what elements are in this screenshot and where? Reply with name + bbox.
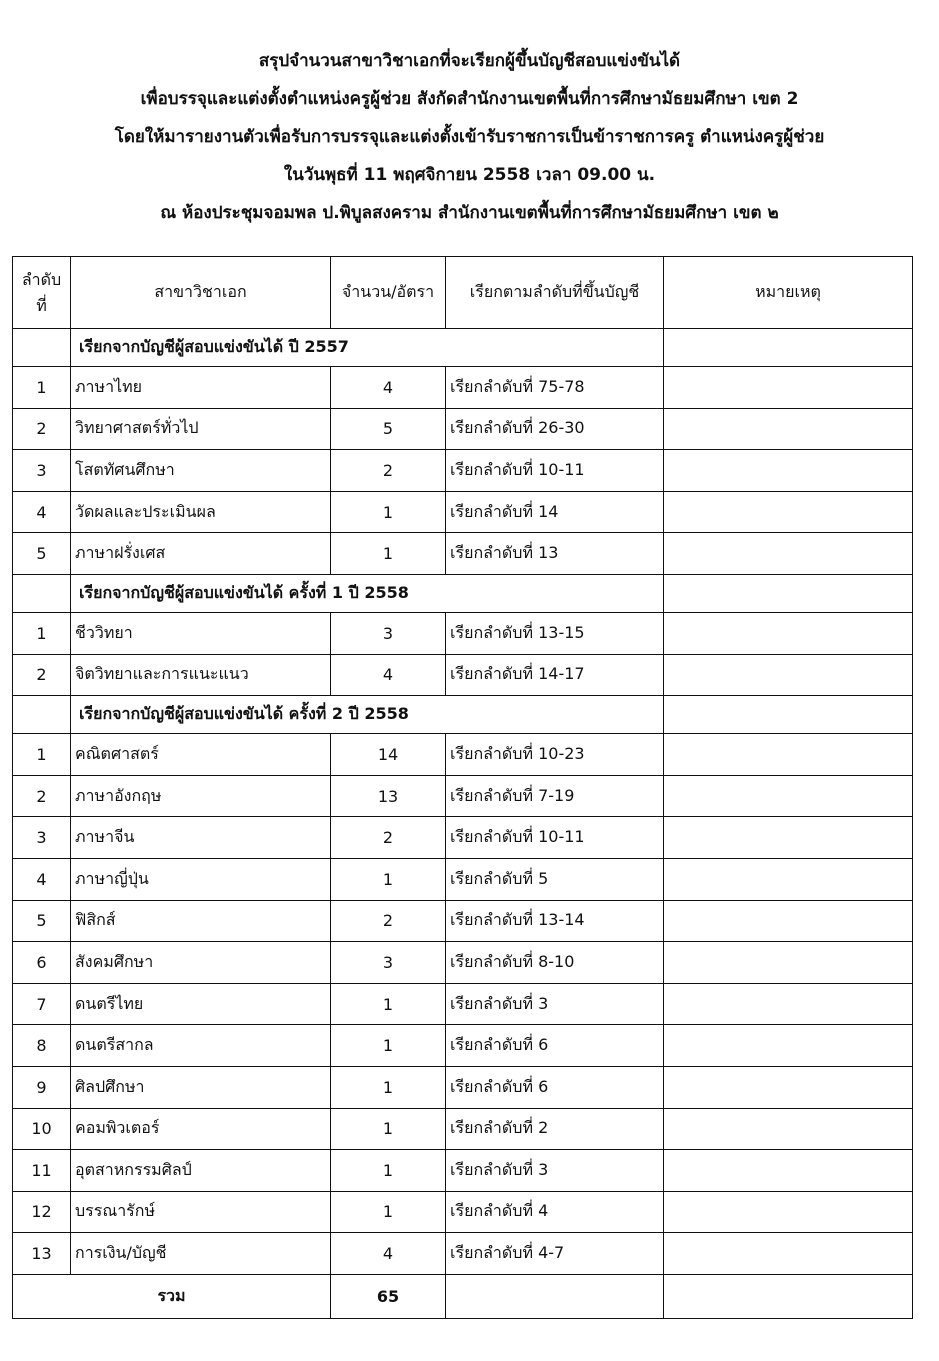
row-count-cell: 2 (331, 900, 446, 942)
row-no-cell: 3 (13, 817, 71, 859)
row-count-cell: 4 (331, 1233, 446, 1275)
row-count-cell: 4 (331, 654, 446, 696)
row-remark-cell (664, 1025, 913, 1067)
table-row (13, 858, 913, 900)
row-subject-cell: ภาษาฝรั่งเศส (71, 533, 331, 575)
table-row (13, 533, 913, 575)
row-subject-cell: ภาษาจีน (71, 817, 331, 859)
subject-call-table (12, 256, 913, 1319)
group-header-row (13, 329, 913, 367)
row-count-cell: 1 (331, 1066, 446, 1108)
row-no-cell: 2 (13, 654, 71, 696)
row-order-cell: เรียกลำดับที่ 8-10 (446, 942, 664, 984)
document-header (0, 42, 939, 232)
row-no-cell: 10 (13, 1108, 71, 1150)
row-no-cell: 12 (13, 1191, 71, 1233)
row-no-cell: 13 (13, 1233, 71, 1275)
row-remark-cell (664, 734, 913, 776)
row-subject-cell: การเงิน/บัญชี (71, 1233, 331, 1275)
row-subject-cell: ศิลปศึกษา (71, 1066, 331, 1108)
row-order-cell: เรียกลำดับที่ 6 (446, 1066, 664, 1108)
row-order-cell: เรียกลำดับที่ 13-15 (446, 612, 664, 654)
row-remark-cell (664, 612, 913, 654)
row-subject-cell: วัดผลและประเมินผล (71, 491, 331, 533)
row-subject-cell: ภาษาไทย (71, 367, 331, 409)
row-count-cell: 1 (331, 491, 446, 533)
row-remark-cell (664, 817, 913, 859)
row-count-cell: 1 (331, 533, 446, 575)
row-subject-cell: วิทยาศาสตร์ทั่วไป (71, 408, 331, 450)
row-subject-cell: บรรณารักษ์ (71, 1191, 331, 1233)
total-value: 65 (331, 1274, 446, 1318)
row-order-cell: เรียกลำดับที่ 10-23 (446, 734, 664, 776)
row-remark-cell (664, 533, 913, 575)
row-count-cell: 1 (331, 858, 446, 900)
document-title: สรุปจำนวนสาขาวิชาเอกที่จะเรียกผู้ขึ้นบัญชีสอบแข่งขันได้ (258, 51, 681, 71)
row-no-cell: 1 (13, 367, 71, 409)
row-remark-cell (664, 942, 913, 984)
row-no-cell: 1 (13, 612, 71, 654)
row-no-cell: 5 (13, 533, 71, 575)
row-order-cell: เรียกลำดับที่ 4 (446, 1191, 664, 1233)
row-count-cell: 1 (331, 1191, 446, 1233)
row-no-cell: 2 (13, 408, 71, 450)
column-header-order: เรียกตามลำดับที่ขึ้นบัญชี (446, 257, 664, 329)
row-no-cell: 8 (13, 1025, 71, 1067)
row-order-cell: เรียกลำดับที่ 26-30 (446, 408, 664, 450)
table-row (13, 1191, 913, 1233)
row-order-cell: เรียกลำดับที่ 7-19 (446, 775, 664, 817)
row-count-cell: 13 (331, 775, 446, 817)
table-row (13, 367, 913, 409)
row-count-cell: 1 (331, 1150, 446, 1192)
report-datetime: ในวันพุธที่ 11 พฤศจิกายน 2558 เวลา 09.00 น. (283, 165, 656, 185)
row-count-cell: 3 (331, 942, 446, 984)
table-body (13, 329, 913, 1275)
row-no-cell: 9 (13, 1066, 71, 1108)
group-remark-empty (664, 329, 913, 367)
row-subject-cell: คณิตศาสตร์ (71, 734, 331, 776)
table-row (13, 450, 913, 492)
row-no-cell: 3 (13, 450, 71, 492)
column-header-no-line1: ลำดับ (21, 269, 62, 289)
row-no-cell: 7 (13, 983, 71, 1025)
row-count-cell: 5 (331, 408, 446, 450)
row-remark-cell (664, 1150, 913, 1192)
row-remark-cell (664, 775, 913, 817)
row-subject-cell: จิตวิทยาและการแนะแนว (71, 654, 331, 696)
group-title: เรียกจากบัญชีผู้สอบแข่งขันได้ ครั้งที่ 1 ปี 2558 (71, 574, 664, 612)
table-row (13, 408, 913, 450)
total-remark-empty (664, 1274, 913, 1318)
group-header-row (13, 696, 913, 734)
row-order-cell: เรียกลำดับที่ 10-11 (446, 817, 664, 859)
row-order-cell: เรียกลำดับที่ 5 (446, 858, 664, 900)
row-count-cell: 4 (331, 367, 446, 409)
total-label: รวม (13, 1274, 331, 1318)
row-order-cell: เรียกลำดับที่ 10-11 (446, 450, 664, 492)
row-subject-cell: ฟิสิกส์ (71, 900, 331, 942)
row-order-cell: เรียกลำดับที่ 75-78 (446, 367, 664, 409)
row-subject-cell: ภาษาอังกฤษ (71, 775, 331, 817)
row-no-cell: 4 (13, 858, 71, 900)
table-row (13, 775, 913, 817)
row-remark-cell (664, 900, 913, 942)
column-header-count: จำนวน/อัตรา (331, 257, 446, 329)
row-subject-cell: ดนตรีไทย (71, 983, 331, 1025)
row-count-cell: 1 (331, 983, 446, 1025)
row-no-cell: 4 (13, 491, 71, 533)
row-order-cell: เรียกลำดับที่ 2 (446, 1108, 664, 1150)
row-remark-cell (664, 491, 913, 533)
total-order-empty (446, 1274, 664, 1318)
row-remark-cell (664, 1233, 913, 1275)
row-order-cell: เรียกลำดับที่ 14-17 (446, 654, 664, 696)
row-remark-cell (664, 1066, 913, 1108)
table-row (13, 654, 913, 696)
row-remark-cell (664, 983, 913, 1025)
row-count-cell: 2 (331, 817, 446, 859)
row-subject-cell: ดนตรีสากล (71, 1025, 331, 1067)
row-no-cell: 6 (13, 942, 71, 984)
row-order-cell: เรียกลำดับที่ 3 (446, 1150, 664, 1192)
row-count-cell: 1 (331, 1025, 446, 1067)
group-no-empty (13, 574, 71, 612)
group-title: เรียกจากบัญชีผู้สอบแข่งขันได้ ครั้งที่ 2 ปี 2558 (71, 696, 664, 734)
row-order-cell: เรียกลำดับที่ 3 (446, 983, 664, 1025)
table-row (13, 491, 913, 533)
table-row (13, 900, 913, 942)
column-header-remark: หมายเหตุ (664, 257, 913, 329)
table-row (13, 1066, 913, 1108)
row-remark-cell (664, 654, 913, 696)
group-title: เรียกจากบัญชีผู้สอบแข่งขันได้ ปี 2557 (71, 329, 664, 367)
report-venue: ณ ห้องประชุมจอมพล ป.พิบูลสงคราม สำนักงานเขตพื้นที่การศึกษามัธยมศึกษา เขต ๒ (160, 203, 779, 223)
row-subject-cell: ภาษาญี่ปุ่น (71, 858, 331, 900)
row-remark-cell (664, 408, 913, 450)
group-remark-empty (664, 696, 913, 734)
table-row (13, 942, 913, 984)
document-subtitle: เพื่อบรรจุและแต่งตั้งตำแหน่งครูผู้ช่วย สังกัดสำนักงานเขตพื้นที่การศึกษามัธยมศึกษา เขต 2 (140, 89, 799, 109)
table-row (13, 1025, 913, 1067)
table-row (13, 1150, 913, 1192)
table-header-row (13, 257, 913, 329)
row-subject-cell: คอมพิวเตอร์ (71, 1108, 331, 1150)
row-no-cell: 1 (13, 734, 71, 776)
row-remark-cell (664, 367, 913, 409)
report-instruction: โดยให้มารายงานตัวเพื่อรับการบรรจุและแต่งตั้งเข้ารับราชการเป็นข้าราชการครู ตำแหน่งครูผู้ช่วย (114, 127, 825, 147)
group-remark-empty (664, 574, 913, 612)
group-header-row (13, 574, 913, 612)
row-subject-cell: ชีววิทยา (71, 612, 331, 654)
column-header-subject: สาขาวิชาเอก (71, 257, 331, 329)
total-row (13, 1274, 913, 1318)
group-no-empty (13, 329, 71, 367)
row-subject-cell: สังคมศึกษา (71, 942, 331, 984)
column-header-no-line2: ที่ (36, 295, 47, 315)
table-row (13, 612, 913, 654)
column-header-no (13, 257, 71, 329)
row-order-cell: เรียกลำดับที่ 13-14 (446, 900, 664, 942)
row-remark-cell (664, 1108, 913, 1150)
row-order-cell: เรียกลำดับที่ 6 (446, 1025, 664, 1067)
row-subject-cell: โสตทัศนศึกษา (71, 450, 331, 492)
row-remark-cell (664, 858, 913, 900)
row-count-cell: 3 (331, 612, 446, 654)
group-no-empty (13, 696, 71, 734)
table-row (13, 1233, 913, 1275)
row-remark-cell (664, 450, 913, 492)
row-no-cell: 5 (13, 900, 71, 942)
table-row (13, 983, 913, 1025)
table-row (13, 817, 913, 859)
row-count-cell: 2 (331, 450, 446, 492)
row-order-cell: เรียกลำดับที่ 13 (446, 533, 664, 575)
row-order-cell: เรียกลำดับที่ 4-7 (446, 1233, 664, 1275)
table-row (13, 734, 913, 776)
row-subject-cell: อุตสาหกรรมศิลป์ (71, 1150, 331, 1192)
row-no-cell: 2 (13, 775, 71, 817)
row-count-cell: 14 (331, 734, 446, 776)
row-order-cell: เรียกลำดับที่ 14 (446, 491, 664, 533)
row-count-cell: 1 (331, 1108, 446, 1150)
row-no-cell: 11 (13, 1150, 71, 1192)
table-row (13, 1108, 913, 1150)
row-remark-cell (664, 1191, 913, 1233)
